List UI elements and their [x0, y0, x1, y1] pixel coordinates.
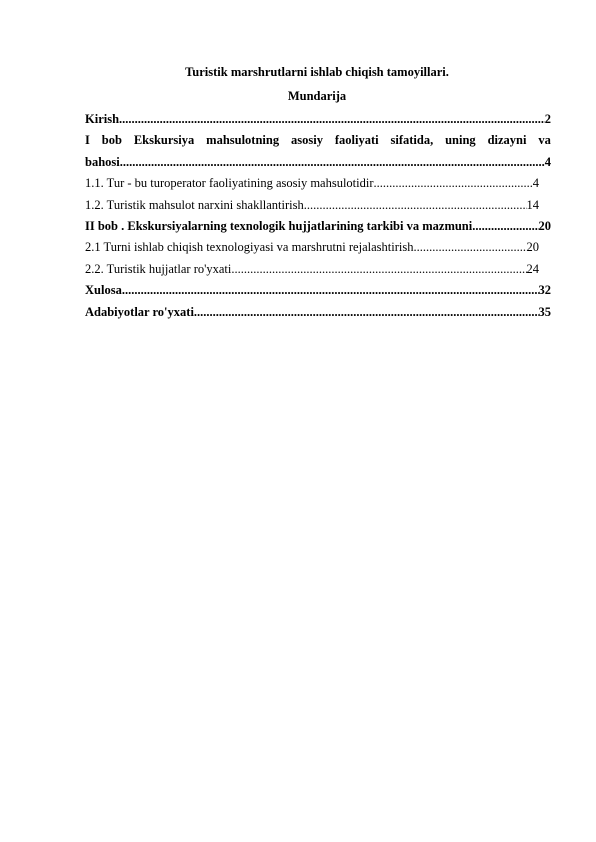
dot-leader	[231, 259, 526, 280]
dot-leader	[194, 302, 539, 323]
toc-entry-kirish[interactable]	[85, 109, 551, 130]
table-of-contents	[85, 109, 551, 323]
dot-leader	[413, 237, 526, 258]
toc-entry-label: Adabiyotlar ro'yxati	[85, 304, 194, 319]
toc-word: va	[538, 133, 551, 148]
toc-entry-label: 2.1 Turni ishlab chiqish texnologiyasi va marshrutni rejalashtirish	[85, 240, 414, 255]
toc-word: sifatida,	[390, 133, 434, 148]
toc-entry-page: 4	[532, 176, 539, 191]
toc-entry-adabiyotlar[interactable]	[85, 302, 551, 323]
toc-entry-label: 1.1. Tur - bu turoperator faoliyatining asosiy mahsulotidir	[85, 176, 374, 191]
toc-word: mahsulotning	[206, 133, 280, 148]
toc-entry-label: 1.2. Turistik mahsulot narxini shakllantirish	[85, 197, 304, 212]
toc-entry-label: bahosi	[85, 154, 120, 169]
toc-entry-2-1[interactable]	[85, 237, 539, 258]
toc-entry-2-2[interactable]	[85, 259, 539, 280]
toc-entry-label: II bob . Ekskursiyalarning texnologik hujjatlarining tarkibi va mazmuni	[85, 218, 473, 233]
toc-entry-label: Xulosa	[85, 283, 122, 298]
toc-entry-1-2[interactable]	[85, 195, 539, 216]
toc-entry-xulosa[interactable]	[85, 280, 551, 301]
toc-word: I	[85, 133, 90, 148]
toc-entry-chapter-1-line-2[interactable]	[85, 152, 551, 173]
toc-entry-page: 20	[538, 218, 551, 233]
dot-leader	[304, 195, 527, 216]
toc-word: uning	[445, 133, 476, 148]
toc-entry-chapter-1-line-1[interactable]	[85, 130, 551, 151]
toc-entry-page: 20	[526, 240, 539, 255]
toc-entry-label: Kirish	[85, 112, 120, 126]
toc-entry-label: 2.2. Turistik hujjatlar ro'yxati	[85, 261, 232, 276]
dot-leader	[374, 173, 533, 194]
toc-entry-page: 24	[526, 261, 539, 276]
toc-entry-page: 14	[526, 197, 539, 212]
dot-leader	[122, 280, 539, 301]
toc-word: dizayni	[487, 133, 527, 148]
toc-word: Ekskursiya	[133, 133, 195, 148]
toc-entry-1-1[interactable]	[85, 173, 539, 194]
toc-word: bob	[101, 133, 122, 148]
toc-entry-page: 4	[544, 154, 551, 169]
toc-entry-chapter-2[interactable]	[85, 216, 551, 237]
dot-leader	[472, 216, 538, 237]
toc-entry-page: 32	[538, 283, 551, 298]
dot-leader	[120, 152, 545, 173]
dot-leader	[119, 109, 545, 130]
toc-entry-page: 2	[544, 112, 551, 126]
toc-heading: Mundarija	[287, 89, 347, 103]
document-title: Turistik marshrutlarni ishlab chiqish tamoyillari.	[185, 65, 449, 79]
toc-word: asosiy	[291, 133, 323, 148]
toc-entry-page: 35	[538, 304, 551, 319]
toc-word: faoliyati	[334, 133, 379, 148]
